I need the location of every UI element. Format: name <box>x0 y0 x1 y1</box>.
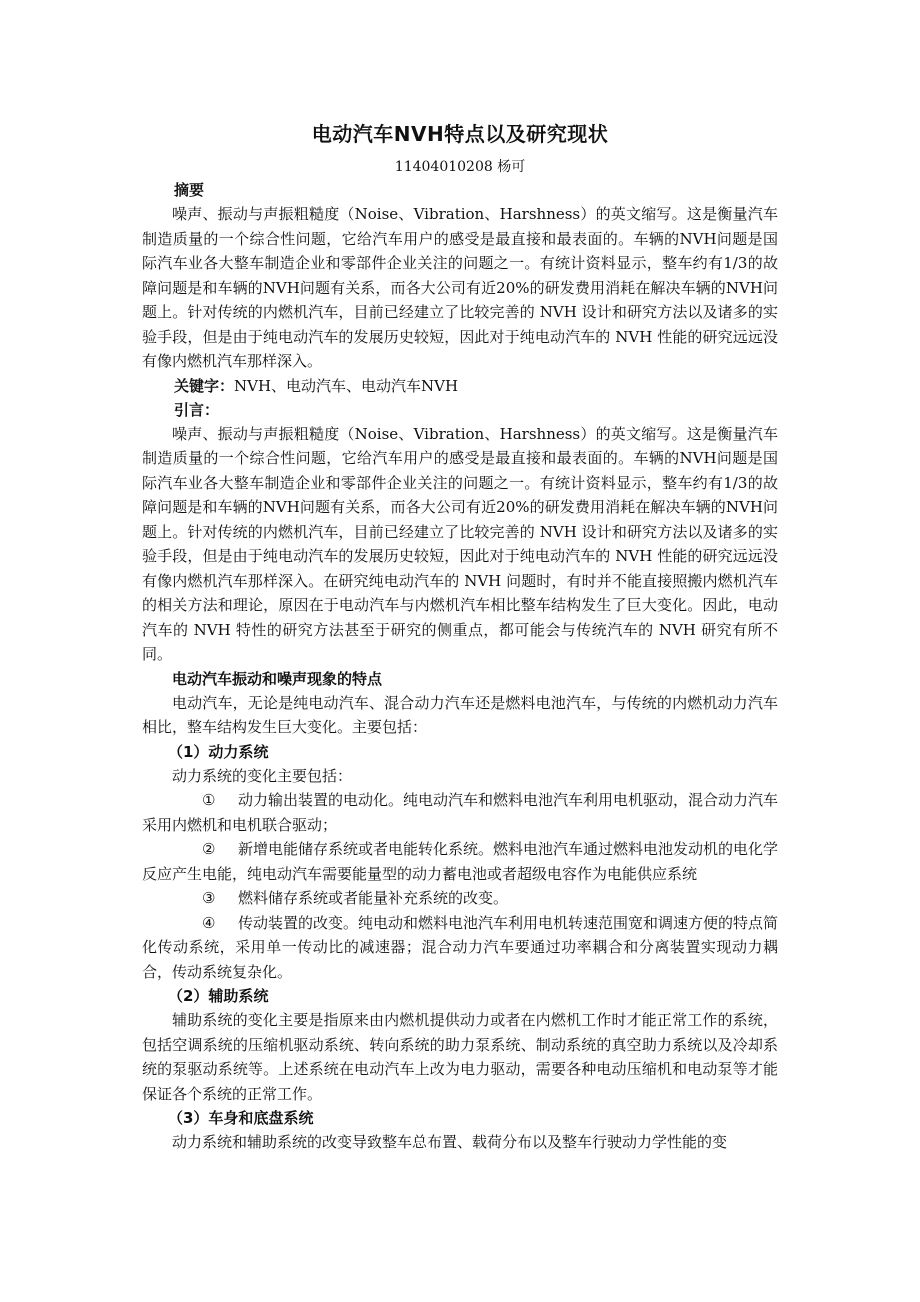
power-intro-text: 动力系统的变化主要包括： <box>172 766 353 785</box>
intro-heading: 引言： <box>174 400 220 419</box>
subsection-heading-auxiliary: （2）辅助系统 <box>168 987 269 1005</box>
document-body <box>142 118 778 1155</box>
page-title: 电动汽车NVH特点以及研究现状 <box>311 122 609 146</box>
keywords-value: NVH、电动汽车、电动汽车NVH <box>234 376 459 395</box>
intro-text: 噪声、振动与声振粗糙度（Noise、Vibration、Harshness）的英文缩写。这是衡量汽车制造质量的一个综合性问题，它给汽车用户的感受是最直接和最表面的。车辆的NVH问题是国际汽车业各大整车制造企业和零部件企业关注的问题之一。有统计资料显示，整车约有1/3的故障问题是和车辆的NVH问题有关系，而各大公司有近20%的研发费用消耗在解决车辆的NVH问题上。针对传统的内燃机汽车，目前已经建立了比较完善的 NVH 设计和研究方法以及诸多的实验手段，但是由于纯电动汽车的发展历史较短，因此对于纯电动汽车的 NVH 性能的研究远远没有像内燃机汽车那样深入。在研究纯电动汽车的 NVH 问题时，有时并不能直接照搬内燃机汽车的相关方法和理论，原因在于电动汽车与内燃机汽车相比整车结构发生了巨大变化。因此，电动汽车的 NVH 特性的研究方法甚至于研究的侧重点，都可能会与传统汽车的 NVH 研究有所不同。 <box>142 424 778 663</box>
list-item <box>142 788 778 837</box>
abstract-text: 噪声、振动与声振粗糙度（Noise、Vibration、Harshness）的英文缩写。这是衡量汽车制造质量的一个综合性问题，它给汽车用户的感受是最直接和最表面的。车辆的NVH问题是国际汽车业各大整车制造企业和零部件企业关注的问题之一。有统计资料显示，整车约有1/3的故障问题是和车辆的NVH问题有关系，而各大公司有近20%的研发费用消耗在解决车辆的NVH问题上。针对传统的内燃机汽车，目前已经建立了比较完善的 NVH 设计和研究方法以及诸多的实验手段，但是由于纯电动汽车的发展历史较短，因此对于纯电动汽车的 NVH 性能的研究远远没有像内燃机汽车那样深入。 <box>142 205 778 370</box>
subsection-heading-body-chassis: （3）车身和底盘系统 <box>168 1109 314 1127</box>
list-item-number: ② <box>202 840 216 858</box>
body-chassis-text: 动力系统和辅助系统的改变导致整车总布置、载荷分布以及整车行驶动力学性能的变 <box>172 1133 728 1151</box>
list-item <box>142 837 778 886</box>
list-item-text: 传动装置的改变。纯电动和燃料电池汽车利用电机转速范围宽和调速方便的特点简化传动系统，采用单一传动比的减速器；混合动力汽车要通过功率耦合和分离装置实现动力耦合，传动系统复杂化。 <box>142 913 779 981</box>
list-item-text: 动力输出装置的电动化。纯电动汽车和燃料电池汽车利用电机驱动，混合动力汽车采用内燃机和电机联合驱动； <box>142 791 779 834</box>
keywords-label: 关键字： <box>174 376 235 395</box>
section-heading-features: 电动汽车振动和噪声现象的特点 <box>172 669 383 688</box>
abstract-heading: 摘要 <box>174 181 205 199</box>
list-item <box>142 886 778 911</box>
list-item-text: 燃料储存系统或者能量补充系统的改变。 <box>238 889 509 907</box>
list-item-number: ① <box>202 791 216 809</box>
list-item-number: ③ <box>202 889 216 907</box>
list-item-number: ④ <box>202 913 216 932</box>
author-line: 11404010208 杨可 <box>394 159 526 175</box>
section-features-text: 电动汽车，无论是纯电动汽车、混合动力汽车还是燃料电池汽车，与传统的内燃机动力汽车相比，整车结构发生巨大变化。主要包括： <box>142 693 778 736</box>
list-item <box>142 911 778 985</box>
list-item-text: 新增电能储存系统或者电能转化系统。燃料电池汽车通过燃料电池发动机的电化学反应产生电能，纯电动汽车需要能量型的动力蓄电池或者超级电容作为电能供应系统 <box>142 840 779 883</box>
keywords-line <box>174 374 778 398</box>
subsection-heading-power: （1）动力系统 <box>168 742 269 761</box>
auxiliary-text: 辅助系统的变化主要是指原来由内燃机提供动力或者在内燃机工作时才能正常工作的系统，包括空调系统的压缩机驱动系统、转向系统的助力泵系统、制动系统的真空助力系统以及冷却系统的泵驱动系统等。上述系统在电动汽车上改为电力驱动，需要各种电动压缩机和电动泵等才能保证各个系统的正常工作。 <box>142 1011 778 1103</box>
